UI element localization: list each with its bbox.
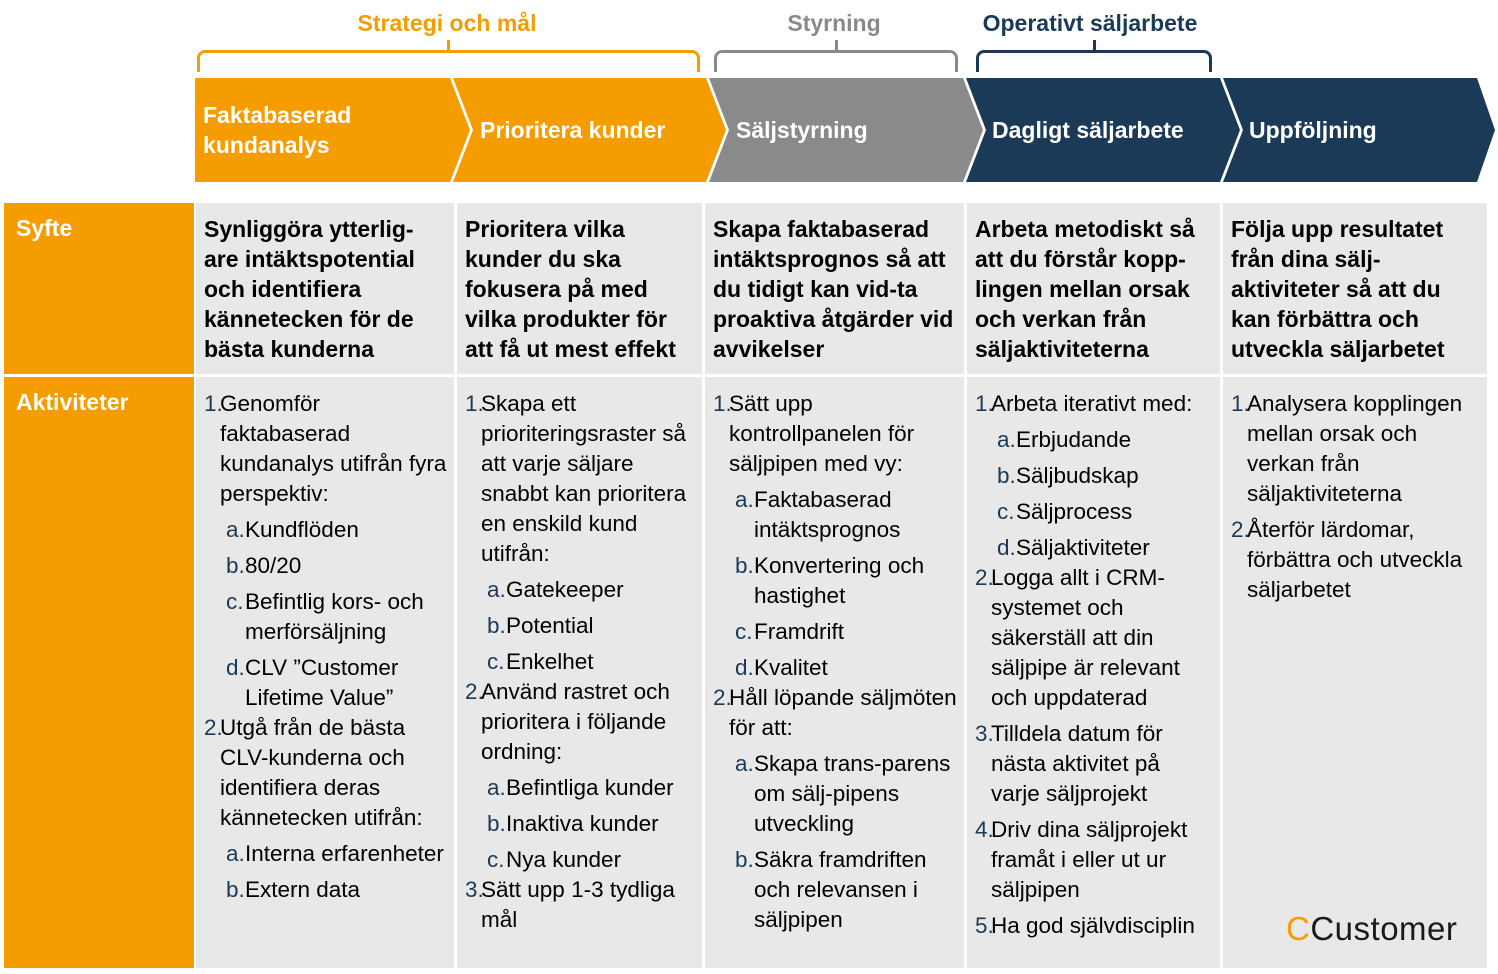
activity-text: Ha god självdisciplin <box>991 913 1195 938</box>
syfte-cell-5: Följa upp resultatet från dina sälj-aktiviteter så att du kan förbättra och utveckla säljarbetet <box>1223 203 1487 374</box>
activity-item <box>975 389 1214 419</box>
row-header-aktiviteter: Aktiviteter <box>4 377 194 968</box>
subitem-letter: b. <box>735 553 754 578</box>
subitem-text: Erbjudande <box>1016 427 1132 452</box>
activity-item <box>975 719 1214 809</box>
step-label-1: Faktabaserad kundanalys <box>203 102 352 158</box>
subitem-text: Säljbudskap <box>1016 463 1139 488</box>
activity-subitem <box>204 653 448 713</box>
activity-subitem <box>975 533 1214 563</box>
activity-item <box>204 389 448 509</box>
logo-c: C <box>1286 910 1311 947</box>
activity-subitem <box>204 875 448 905</box>
subitem-letter: c. <box>487 847 505 872</box>
subitem-letter: b. <box>487 811 506 836</box>
group-title-strategi: Strategi och mål <box>357 10 537 36</box>
activity-text: Sätt upp 1-3 tydliga mål <box>481 877 675 932</box>
subitem-letter: a. <box>226 517 245 542</box>
activity-number: 1. <box>975 391 994 416</box>
ccustomer-logo <box>1286 910 1457 948</box>
activity-text: Sätt upp kontrollpanelen för säljpipen med vy: <box>729 391 915 476</box>
group-title-styrning: Styrning <box>787 10 881 36</box>
activity-number: 4. <box>975 817 994 842</box>
subitem-letter: b. <box>226 877 245 902</box>
subitem-letter: d. <box>997 535 1016 560</box>
subitem-letter: b. <box>487 613 506 638</box>
activity-subitem <box>975 461 1214 491</box>
subitem-text: Gatekeeper <box>506 577 624 602</box>
subitem-letter: d. <box>226 655 245 680</box>
group-title-operativt: Operativt säljarbete <box>982 10 1198 36</box>
step-label-3: Säljstyrning <box>736 117 868 143</box>
activity-text: Analysera kopplingen mellan orsak och verkan från säljaktiviteterna <box>1247 391 1463 506</box>
subitem-letter: d. <box>735 655 754 680</box>
syfte-cell-1: Synliggöra ytterlig-are intäktspotential och identifiera kännetecken för de bästa kunderna <box>196 203 454 374</box>
activity-subitem <box>713 845 958 935</box>
aktiviteter-cell-2 <box>457 377 702 968</box>
subitem-text: Skapa trans-parens om sälj-pipens utveckling <box>754 751 951 836</box>
activity-text: Genomför faktabaserad kundanalys utifrån fyra perspektiv: <box>220 391 447 506</box>
syfte-cell-2: Prioritera vilka kunder du ska fokusera på med vilka produkter för att få ut mest effekt <box>457 203 702 374</box>
activity-subitem <box>713 653 958 683</box>
activity-item <box>713 683 958 743</box>
step-label-5: Uppföljning <box>1249 117 1377 143</box>
step-label-2: Prioritera kunder <box>480 117 666 143</box>
activity-number: 2. <box>204 715 223 740</box>
activity-number: 2. <box>465 679 484 704</box>
subitem-text: Interna erfarenheter <box>245 841 444 866</box>
activity-subitem <box>465 809 696 839</box>
subitem-text: CLV ”Customer Lifetime Value” <box>245 655 399 710</box>
subitem-letter: a. <box>735 751 754 776</box>
subitem-letter: a. <box>997 427 1016 452</box>
subitem-text: Framdrift <box>754 619 844 644</box>
aktiviteter-cell-3 <box>705 377 964 968</box>
activity-item <box>975 815 1214 905</box>
activity-item <box>1231 515 1481 605</box>
subitem-text: Enkelhet <box>506 649 594 674</box>
step-label-4: Dagligt säljarbete <box>992 117 1184 143</box>
subitem-letter: a. <box>487 577 506 602</box>
activity-subitem <box>975 497 1214 527</box>
activity-subitem <box>204 551 448 581</box>
activity-text: Skapa ett prioriteringsraster så att varje säljare snabbt kan prioritera en enskild kund utifrån: <box>481 391 687 566</box>
syfte-cell-4: Arbeta metodiskt så att du förstår kopp-lingen mellan orsak och verkan från säljaktiviteterna <box>967 203 1220 374</box>
subitem-text: Säkra framdriften och relevansen i säljpipen <box>754 847 927 932</box>
activity-number: 5. <box>975 913 994 938</box>
activity-number: 1. <box>1231 391 1250 416</box>
activity-number: 3. <box>975 721 994 746</box>
subitem-letter: b. <box>997 463 1016 488</box>
aktiviteter-cell-1 <box>196 377 454 968</box>
subitem-text: Säljprocess <box>1016 499 1133 524</box>
activity-item <box>713 389 958 479</box>
subitem-letter: c. <box>487 649 505 674</box>
activity-number: 3. <box>465 877 484 902</box>
subitem-letter: a. <box>487 775 506 800</box>
activity-subitem <box>713 617 958 647</box>
activity-subitem <box>713 551 958 611</box>
subitem-letter: b. <box>735 847 754 872</box>
subitem-text: Säljaktiviteter <box>1016 535 1150 560</box>
activity-subitem <box>204 839 448 869</box>
activity-number: 1. <box>465 391 484 416</box>
activity-subitem <box>465 773 696 803</box>
subitem-text: Potential <box>506 613 594 638</box>
activity-subitem <box>465 611 696 641</box>
subitem-text: Konvertering och hastighet <box>754 553 925 608</box>
activity-number: 2. <box>1231 517 1250 542</box>
aktiviteter-cell-5 <box>1223 377 1487 968</box>
activity-item <box>975 563 1214 713</box>
activity-item <box>975 911 1214 941</box>
syfte-cell-3: Skapa faktabaserad intäktsprognos så att du tidigt kan vid-ta proaktiva åtgärder vid avvikelser <box>705 203 964 374</box>
activity-item <box>1231 389 1481 509</box>
subitem-text: Befintlig kors- och merförsäljning <box>245 589 424 644</box>
activity-text: Logga allt i CRM-systemet och säkerställ att din säljpipe är relevant och uppdaterad <box>991 565 1180 710</box>
activity-item <box>204 713 448 833</box>
activity-subitem <box>713 749 958 839</box>
subitem-letter: c. <box>997 499 1015 524</box>
activity-subitem <box>465 575 696 605</box>
row-header-syfte: Syfte <box>4 203 194 374</box>
activity-item <box>465 389 696 569</box>
subitem-letter: c. <box>226 589 244 614</box>
subitem-letter: a. <box>735 487 754 512</box>
activity-subitem <box>465 845 696 875</box>
activity-text: Driv dina säljprojekt framåt i eller ut ur säljpipen <box>991 817 1188 902</box>
activity-text: Återför lärdomar, förbättra och utveckla säljarbetet <box>1247 517 1463 602</box>
subitem-text: Nya kunder <box>506 847 622 872</box>
aktiviteter-cell-4 <box>967 377 1220 968</box>
activity-subitem <box>975 425 1214 455</box>
activity-number: 1. <box>204 391 223 416</box>
subitem-letter: c. <box>735 619 753 644</box>
activity-text: Använd rastret och prioritera i följande ordning: <box>481 679 670 764</box>
subitem-letter: b. <box>226 553 245 578</box>
activity-number: 2. <box>975 565 994 590</box>
subitem-text: Befintliga kunder <box>506 775 674 800</box>
activity-item <box>465 677 696 767</box>
logo-text: Customer <box>1310 910 1458 947</box>
activity-subitem <box>713 485 958 545</box>
activity-text: Tilldela datum för nästa aktivitet på varje säljprojekt <box>991 721 1163 806</box>
activity-number: 2. <box>713 685 732 710</box>
subitem-letter: a. <box>226 841 245 866</box>
subitem-text: Faktabaserad intäktsprognos <box>754 487 901 542</box>
activity-number: 1. <box>713 391 732 416</box>
activity-text: Utgå från de bästa CLV-kunderna och identifiera deras kännetecken utifrån: <box>220 715 423 830</box>
activity-subitem <box>465 647 696 677</box>
activity-text: Håll löpande säljmöten för att: <box>729 685 957 740</box>
subitem-text: Kundflöden <box>245 517 359 542</box>
subitem-text: 80/20 <box>245 553 302 578</box>
activity-subitem <box>204 515 448 545</box>
subitem-text: Extern data <box>245 877 361 902</box>
activity-item <box>465 875 696 935</box>
activity-text: Arbeta iterativt med: <box>991 391 1193 416</box>
subitem-text: Kvalitet <box>754 655 828 680</box>
subitem-text: Inaktiva kunder <box>506 811 659 836</box>
activity-subitem <box>204 587 448 647</box>
